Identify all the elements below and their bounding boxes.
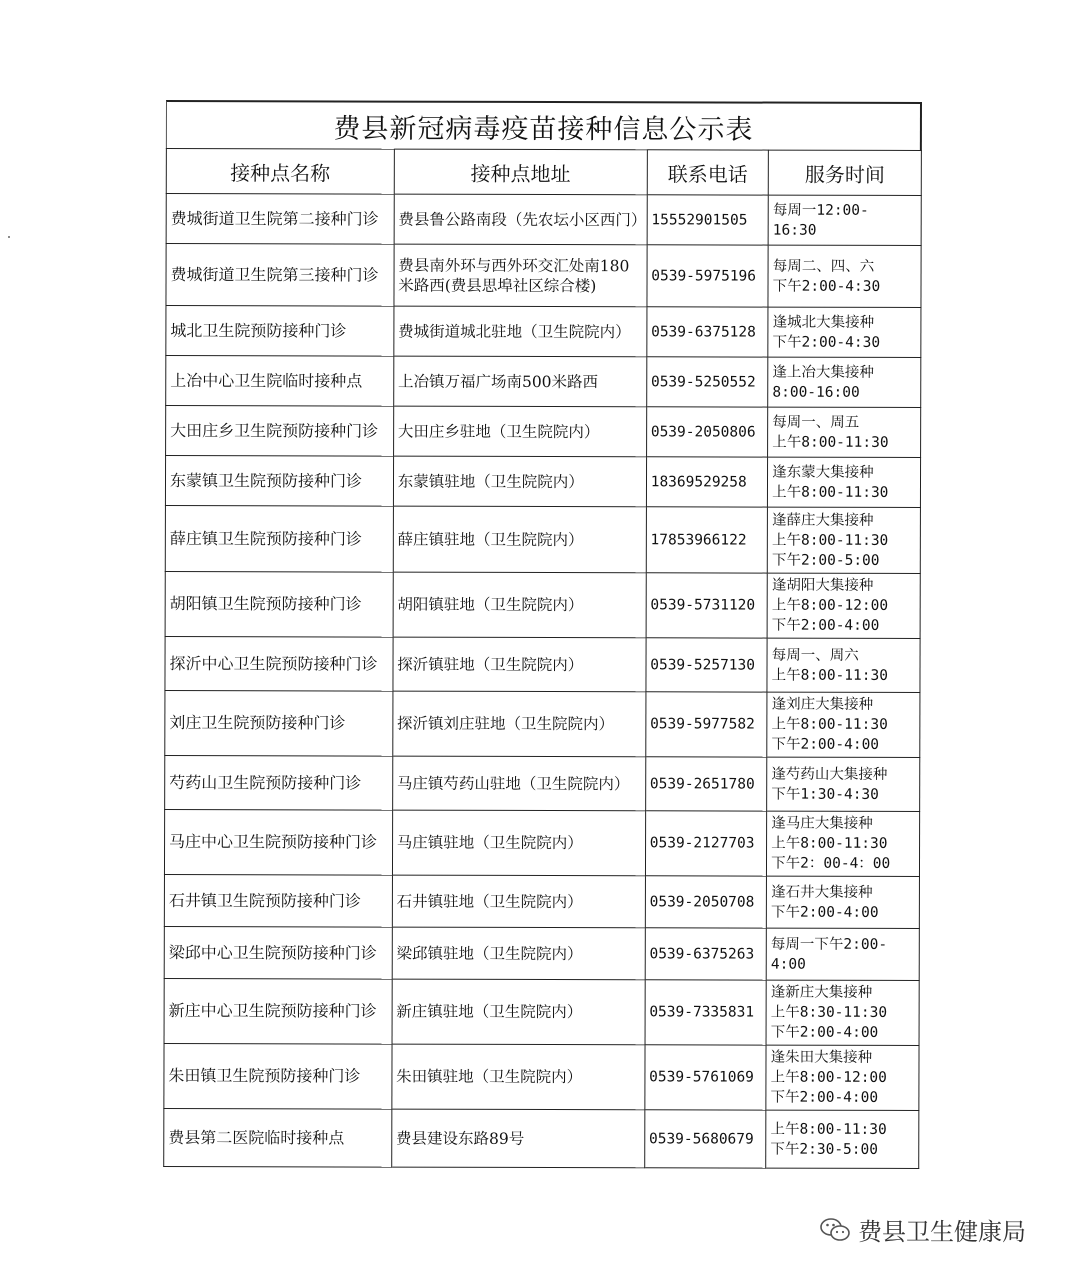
service-time-cell: 逢马庄大集接种 上午8:00-11:30 下午2：00-4：00 <box>767 811 920 876</box>
table-row <box>166 406 921 458</box>
scan-speck <box>8 236 10 238</box>
site-name-cell: 探沂中心卫生院预防接种门诊 <box>165 636 393 691</box>
table-row <box>164 926 919 980</box>
service-time-cell: 每周二、四、六 下午2:00-4:30 <box>768 245 921 307</box>
header-site-address: 接种点地址 <box>394 149 647 195</box>
site-address-cell: 探沂镇刘庄驻地（卫生院院内） <box>392 691 645 757</box>
page-title: 费县新冠病毒疫苗接种信息公示表 <box>166 100 922 150</box>
table-row <box>166 356 921 408</box>
phone-cell: 0539-2651780 <box>645 757 767 811</box>
table-header-row <box>166 149 921 196</box>
site-name-cell: 新庄中心卫生院预防接种门诊 <box>164 978 392 1044</box>
service-time-cell: 逢上冶大集接种 8:00-16:00 <box>768 357 921 407</box>
wechat-icon <box>820 1217 850 1243</box>
table-row <box>166 306 921 358</box>
table-row <box>165 636 920 692</box>
service-time-cell: 每周一、周五 上午8:00-11:30 <box>768 407 921 457</box>
site-name-cell: 梁邱中心卫生院预防接种门诊 <box>164 926 392 979</box>
table-row <box>164 1043 919 1110</box>
service-time-cell: 每周一下午2:00- 4:00 <box>766 928 919 980</box>
watermark-text: 费县卫生健康局 <box>858 1218 1026 1246</box>
site-address-cell: 石井镇驻地（卫生院院内） <box>392 875 645 928</box>
header-service-time: 服务时间 <box>768 150 921 195</box>
site-address-cell: 费县建设东路89号 <box>391 1109 644 1168</box>
phone-cell: 0539-2050708 <box>645 876 767 928</box>
phone-cell: 0539-2127703 <box>645 811 767 876</box>
phone-cell: 0539-5250552 <box>646 357 768 407</box>
notice-document <box>163 100 922 1169</box>
service-time-cell: 逢薛庄大集接种 上午8:00-11:30 下午2:00-5:00 <box>767 507 920 573</box>
table-row <box>164 1108 919 1168</box>
site-name-cell: 石井镇卫生院预防接种门诊 <box>164 874 392 927</box>
site-name-cell: 薛庄镇卫生院预防接种门诊 <box>165 505 393 572</box>
phone-cell: 18369529258 <box>646 457 768 507</box>
service-time-cell: 逢胡阳大集接种 上午8:00-12:00 下午2:00-4:00 <box>767 573 920 638</box>
phone-cell: 0539-5761069 <box>645 1045 767 1110</box>
table-row <box>164 874 919 928</box>
table-row <box>165 456 920 508</box>
table-row <box>166 194 921 246</box>
table-row <box>165 755 920 811</box>
phone-cell: 17853966122 <box>646 507 768 573</box>
service-time-cell: 逢朱田大集接种 上午8:00-12:00 下午2:00-4:00 <box>766 1045 919 1110</box>
site-address-cell: 东蒙镇驻地（卫生院院内） <box>393 456 646 507</box>
phone-cell: 0539-5977582 <box>646 692 768 757</box>
service-time-cell: 每周一、周六 上午8:00-11:30 <box>767 638 920 692</box>
site-address-cell: 上冶镇万福广场南500米路西 <box>393 356 646 407</box>
site-name-cell: 费县第二医院临时接种点 <box>164 1108 392 1167</box>
service-time-cell: 逢城北大集接种 下午2:00-4:30 <box>768 307 921 357</box>
service-time-cell: 逢芍药山大集接种 下午1:30-4:30 <box>767 757 920 811</box>
site-name-cell: 东蒙镇卫生院预防接种门诊 <box>165 456 393 507</box>
phone-cell: 0539-5975196 <box>647 245 769 307</box>
site-address-cell: 薛庄镇驻地（卫生院院内） <box>393 506 646 573</box>
service-time-cell: 每周一12:00- 16:30 <box>768 195 921 245</box>
service-time-cell: 逢石井大集接种 下午2:00-4:00 <box>766 876 919 928</box>
site-address-cell: 新庄镇驻地（卫生院院内） <box>392 979 645 1045</box>
table-body <box>164 194 922 1169</box>
site-name-cell: 城北卫生院预防接种门诊 <box>166 306 394 357</box>
vaccination-table <box>163 148 922 1169</box>
site-name-cell: 上冶中心卫生院临时接种点 <box>166 356 394 407</box>
site-address-cell: 马庄镇芍药山驻地（卫生院院内） <box>392 756 645 811</box>
phone-cell: 0539-2050806 <box>646 407 768 457</box>
site-address-cell: 费县南外环与西外环交汇处南180米路西(费县思埠社区综合楼) <box>394 244 647 307</box>
site-name-cell: 费城街道卫生院第三接种门诊 <box>166 244 394 307</box>
site-name-cell: 芍药山卫生院预防接种门诊 <box>165 755 393 810</box>
table-row <box>165 571 920 638</box>
phone-cell: 15552901505 <box>647 195 769 245</box>
site-address-cell: 费县鲁公路南段（先农坛小区西门） <box>394 194 647 245</box>
site-name-cell: 马庄中心卫生院预防接种门诊 <box>164 809 392 875</box>
site-address-cell: 费城街道城北驻地（卫生院院内） <box>394 306 647 357</box>
service-time-cell: 逢新庄大集接种 上午8:30-11:30 下午2:00-4:00 <box>766 980 919 1045</box>
site-name-cell: 朱田镇卫生院预防接种门诊 <box>164 1043 392 1109</box>
service-time-cell: 逢刘庄大集接种 上午8:00-11:30 下午2:00-4:00 <box>767 692 920 757</box>
table-row <box>165 505 920 573</box>
site-address-cell: 马庄镇驻地（卫生院院内） <box>392 810 645 876</box>
phone-cell: 0539-6375128 <box>647 307 769 357</box>
phone-cell: 0539-5680679 <box>644 1110 766 1168</box>
table-row <box>164 978 919 1045</box>
header-site-name: 接种点名称 <box>166 149 394 195</box>
service-time-cell: 逢东蒙大集接种 上午8:00-11:30 <box>768 457 921 507</box>
site-name-cell: 费城街道卫生院第二接种门诊 <box>166 194 394 245</box>
service-time-cell: 上午8:00-11:30 下午2:30-5:00 <box>766 1110 919 1168</box>
table-row <box>166 244 921 308</box>
site-address-cell: 大田庄乡驻地（卫生院院内） <box>393 406 646 457</box>
table-row <box>165 690 920 757</box>
account-watermark <box>820 1212 1026 1247</box>
site-name-cell: 大田庄乡卫生院预防接种门诊 <box>166 406 394 457</box>
site-address-cell: 胡阳镇驻地（卫生院院内） <box>393 572 646 638</box>
phone-cell: 0539-6375263 <box>645 928 767 980</box>
header-phone: 联系电话 <box>647 150 769 195</box>
phone-cell: 0539-7335831 <box>645 980 767 1045</box>
site-address-cell: 朱田镇驻地（卫生院院内） <box>392 1044 645 1110</box>
phone-cell: 0539-5257130 <box>646 638 768 692</box>
site-address-cell: 探沂镇驻地（卫生院院内） <box>393 637 646 692</box>
table-row <box>164 809 919 876</box>
phone-cell: 0539-5731120 <box>646 573 768 638</box>
site-name-cell: 刘庄卫生院预防接种门诊 <box>165 690 393 756</box>
site-name-cell: 胡阳镇卫生院预防接种门诊 <box>165 571 393 637</box>
site-address-cell: 梁邱镇驻地（卫生院院内） <box>392 927 645 980</box>
